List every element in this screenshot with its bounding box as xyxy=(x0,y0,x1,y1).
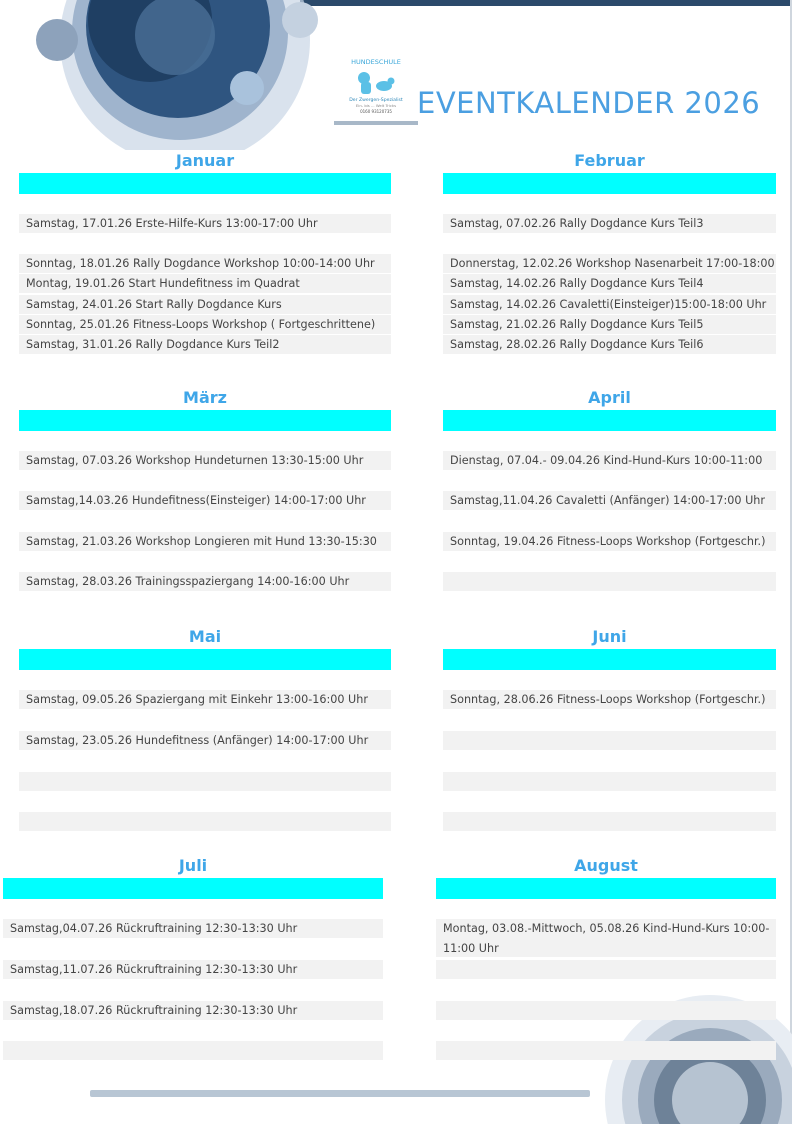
event-row: Sonntag, 18.01.26 Rally Dogdance Workshop 10:00-14:00 Uhr xyxy=(19,254,391,273)
month-title: Februar xyxy=(574,151,645,170)
month-title: Juni xyxy=(592,627,627,646)
month-title: Januar xyxy=(175,151,235,170)
event-row: Samstag, 17.01.26 Erste-Hilfe-Kurs 13:00-17:00 Uhr xyxy=(19,214,391,233)
event-row: Samstag, 09.05.26 Spaziergang mit Einkehr 13:00-16:00 Uhr xyxy=(19,690,391,709)
month-title: März xyxy=(183,388,227,407)
event-row: Samstag, 28.02.26 Rally Dogdance Kurs Teil6 xyxy=(443,335,776,354)
event-row: Samstag, 28.03.26 Trainingsspaziergang 14:00-16:00 Uhr xyxy=(19,572,391,591)
event-row: Samstag, 14.02.26 Rally Dogdance Kurs Teil4 xyxy=(443,274,776,293)
top-accent-bar xyxy=(300,0,792,6)
event-row: Donnerstag, 12.02.26 Workshop Nasenarbeit 17:00-18:00 xyxy=(443,254,776,273)
event-row: Samstag, 21.03.26 Workshop Longieren mit Hund 13:30-15:30 xyxy=(19,532,391,551)
event-row: Dienstag, 07.04.- 09.04.26 Kind-Hund-Kurs 10:00-11:00 xyxy=(443,451,776,470)
event-row: Samstag,11.07.26 Rückruftraining 12:30-13:30 Uhr xyxy=(3,960,383,979)
event-row: Sonntag, 28.06.26 Fitness-Loops Workshop (Fortgeschr.) xyxy=(443,690,776,709)
footer-line xyxy=(90,1090,590,1097)
event-row xyxy=(3,1041,383,1060)
event-row: Samstag, 14.02.26 Cavaletti(Einsteiger)15:00-18:00 Uhr xyxy=(443,295,776,314)
event-row xyxy=(436,960,776,979)
event-row xyxy=(443,812,776,831)
month-title: August xyxy=(574,856,638,875)
event-row: Sonntag, 19.04.26 Fitness-Loops Workshop (Fortgeschr.) xyxy=(443,532,776,551)
event-row: Samstag,14.03.26 Hundefitness(Einsteiger) 14:00-17:00 Uhr xyxy=(19,491,391,510)
event-row: Samstag, 24.01.26 Start Rally Dogdance Kurs xyxy=(19,295,391,314)
month-bar xyxy=(443,649,776,670)
event-row: Samstag, 31.01.26 Rally Dogdance Kurs Teil2 xyxy=(19,335,391,354)
month-bar xyxy=(19,649,391,670)
month-bar xyxy=(443,173,776,194)
svg-text:Der Zwergen-Spezialist: Der Zwergen-Spezialist xyxy=(349,98,403,103)
month-bar xyxy=(443,410,776,431)
page-title: EVENTKALENDER 2026 xyxy=(417,86,761,120)
svg-text:0160 93120735: 0160 93120735 xyxy=(360,109,392,114)
month-bar xyxy=(19,410,391,431)
event-row: Montag, 19.01.26 Start Hundefitness im Quadrat xyxy=(19,274,391,293)
event-row xyxy=(436,1041,776,1060)
event-row: Samstag, 07.02.26 Rally Dogdance Kurs Teil3 xyxy=(443,214,776,233)
event-row: Montag, 03.08.-Mittwoch, 05.08.26 Kind-Hund-Kurs 10:00-11:00 Uhr xyxy=(436,919,776,957)
month-title: Juli xyxy=(178,856,208,875)
svg-text:HUNDESCHULE: HUNDESCHULE xyxy=(351,58,401,66)
school-logo xyxy=(334,54,418,126)
event-row: Samstag, 23.05.26 Hundefitness (Anfänger) 14:00-17:00 Uhr xyxy=(19,731,391,750)
event-row: Samstag,18.07.26 Rückruftraining 12:30-13:30 Uhr xyxy=(3,1001,383,1020)
month-bar xyxy=(436,878,776,899)
event-row xyxy=(19,772,391,791)
event-row xyxy=(436,1001,776,1020)
month-title: April xyxy=(588,388,631,407)
event-row: Sonntag, 25.01.26 Fitness-Loops Workshop ( Fortgeschrittene) xyxy=(19,315,391,334)
event-row xyxy=(443,731,776,750)
month-bar xyxy=(3,878,383,899)
month-bar xyxy=(19,173,391,194)
event-row xyxy=(443,572,776,591)
month-title: Mai xyxy=(188,627,222,646)
decorative-circles xyxy=(0,0,320,150)
event-row: Samstag,04.07.26 Rückruftraining 12:30-13:30 Uhr xyxy=(3,919,383,938)
event-row: Samstag,11.04.26 Cavaletti (Anfänger) 14:00-17:00 Uhr xyxy=(443,491,776,510)
event-row xyxy=(443,772,776,791)
event-row: Samstag, 07.03.26 Workshop Hundeturnen 13:30-15:00 Uhr xyxy=(19,451,391,470)
event-row: Samstag, 21.02.26 Rally Dogdance Kurs Teil5 xyxy=(443,315,776,334)
event-row xyxy=(19,812,391,831)
svg-text:Ein- bis ... Welt Tricks: Ein- bis ... Welt Tricks xyxy=(355,103,397,108)
